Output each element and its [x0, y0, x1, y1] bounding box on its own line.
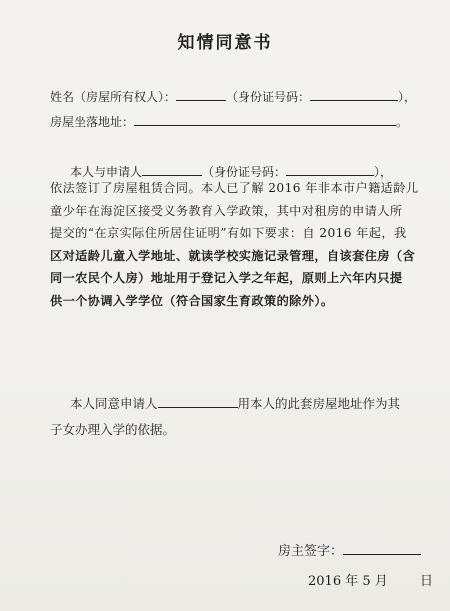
paragraph-line: 供一个协调入学学位（符合国家生育政策的除外）。 [50, 293, 334, 308]
applicant-id-blank[interactable] [286, 163, 374, 176]
owner-name-blank[interactable] [176, 88, 226, 101]
applicant-id-label: （身份证号码： [202, 165, 287, 179]
date-text: 2016 年 5 月 [308, 574, 388, 589]
paragraph-line: 依法签订了房屋租赁合同。本人已了解 2016 年非本市户籍适龄儿 [50, 181, 419, 195]
address-blank[interactable] [134, 113, 396, 126]
consent-prefix: 本人同意申请人 [70, 396, 158, 411]
date-day: 日 [420, 574, 434, 589]
applicant-prefix: 本人与申请人 [70, 165, 143, 179]
consent-suffix: 用本人的此套房屋地址作为其 [237, 396, 401, 411]
signature-row [278, 540, 421, 559]
owner-name-label: 姓名（房屋所有权人）： [50, 90, 177, 104]
owner-id-label: （身份证号码： [226, 90, 311, 104]
paragraph-line: 区对适龄儿童入学地址、就读学校实施记录管理，自该套住房（含 [50, 248, 416, 263]
paragraph-line: 童少年在海淀区接受义务教育入学政策，其中对租房的申请人所 [50, 203, 403, 218]
owner-id-blank[interactable] [310, 88, 398, 101]
consent-applicant-blank[interactable] [158, 395, 238, 408]
owner-line [50, 88, 416, 104]
paragraph-line: 同一农民个人房）地址用于登记入学之年起，原则上六年内只提 [50, 271, 403, 285]
address-line [50, 113, 408, 129]
applicant-name-blank[interactable] [142, 163, 202, 176]
consent-line-2: 子女办理入学的依据。 [50, 422, 176, 437]
address-period: 。 [396, 115, 409, 129]
signature-label: 房主签字： [278, 544, 344, 559]
document-title: 知情同意书 [177, 33, 273, 53]
policy-paragraph [50, 177, 420, 312]
applicant-close-paren: ）， [374, 165, 393, 179]
consent-line [70, 395, 400, 411]
owner-close-paren: ）， [398, 90, 417, 104]
address-label: 房屋坐落地址： [50, 115, 135, 129]
paragraph-line: 提交的“在京实际住所居住证明”有如下要求：自 2016 年起，我 [50, 226, 407, 240]
signature-blank[interactable] [343, 541, 421, 555]
